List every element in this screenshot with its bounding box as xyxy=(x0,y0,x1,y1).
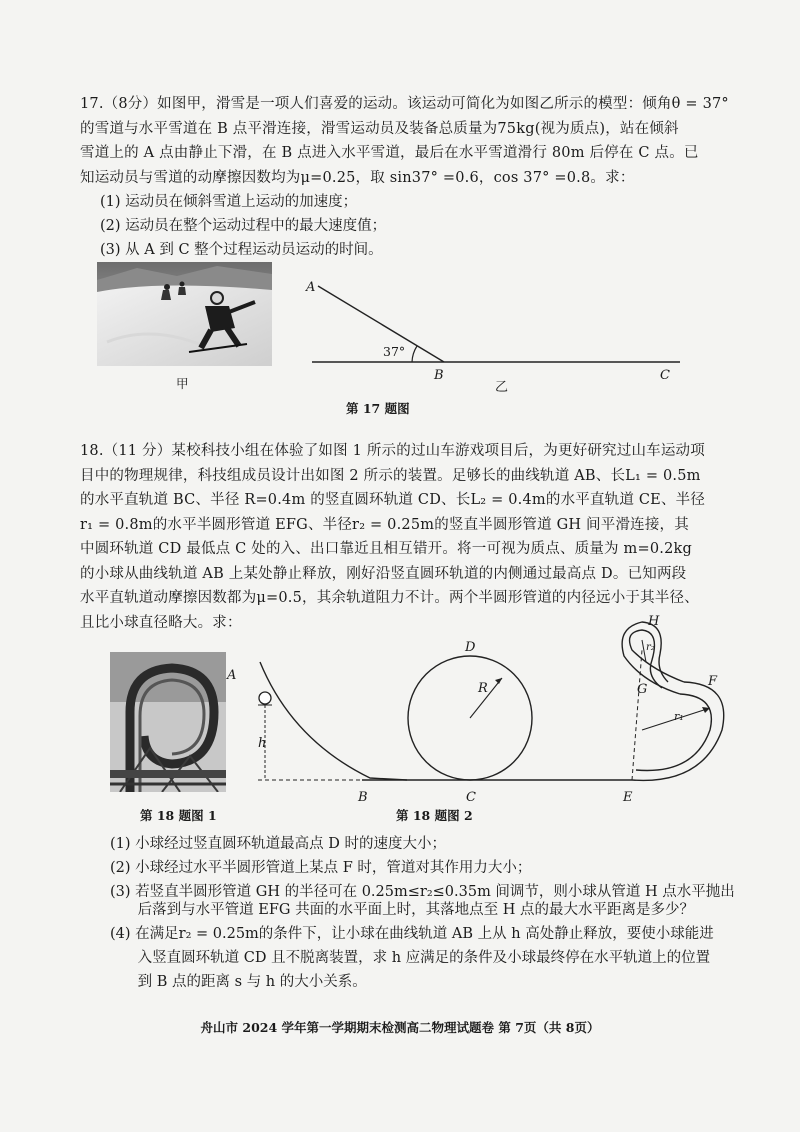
q18-sub-4-line1: (4) 在满足r₂ = 0.25m的条件下，让小球在曲线轨道 AB 上从 h 高处静止释放，要使小球能进 xyxy=(110,926,714,942)
q18-sub-4-line3: 到 B 点的距离 s 与 h 的大小关系。 xyxy=(110,974,367,990)
fig18-point-G: G xyxy=(637,682,648,697)
page-footer: 舟山市 2024 学年第一学期期末检测高二物理试题卷 第 7页（共 8页） xyxy=(200,1020,600,1035)
fig17-point-A: A xyxy=(306,280,316,295)
q18-line: 且比小球直径略大。求： xyxy=(80,614,242,631)
q18-line: 中圆环轨道 CD 最低点 C 处的入、出口靠近且相互错开。将一可视为质点、质量为 m=0.2kg xyxy=(80,541,692,557)
fig18-point-H: H xyxy=(648,614,660,629)
q17-stem xyxy=(80,92,740,190)
q17-line: 的雪道与水平雪道在 B 点平滑连接，滑雪运动员及装备总质量为75kg(视为质点)，站在倾斜 xyxy=(80,120,679,137)
radius-R-arrow xyxy=(495,678,502,684)
fig18-radius-r1: r₁ xyxy=(674,710,684,723)
fig18-caption-2: 第 18 题图 2 xyxy=(396,808,473,823)
q17-sub-2: (2) 运动员在整个运动过程中的最大速度值； xyxy=(100,218,387,234)
q17-line: 知运动员与雪道的动摩擦因数均为μ=0.25，取 sin37° =0.6，cos 37° =0.8。求： xyxy=(80,169,635,186)
q17-sub-3: (3) 从 A 到 C 整个过程运动员运动的时间。 xyxy=(100,242,383,258)
q18-line: 的小球从曲线轨道 AB 上某处静止释放，刚好沿竖直圆环轨道的内侧通过最高点 D。已知两段 xyxy=(80,565,687,582)
incline-track xyxy=(318,286,444,362)
fig18-point-C: C xyxy=(466,790,476,805)
q17-sub-1: (1) 运动员在倾斜雪道上运动的加速度； xyxy=(100,194,358,210)
fig18-height-h: h xyxy=(258,736,267,751)
fig17-diagram xyxy=(300,270,700,390)
fig17-label-jia: 甲 xyxy=(176,376,189,391)
q17-line: 17.（8分）如图甲，滑雪是一项人们喜爱的运动。该运动可简化为如图乙所示的模型：倾角θ = 37° xyxy=(80,96,729,112)
fig18-radius-R: R xyxy=(478,681,488,696)
skier-photo xyxy=(97,262,272,366)
q18-line: 18.（11 分）某校科技小组在体验了如图 1 所示的过山车游戏项目后，为更好研究过山车运动项 xyxy=(80,443,705,459)
angle-arc xyxy=(412,346,417,362)
fig17-point-B: B xyxy=(434,368,444,383)
fig17-label-yi: 乙 xyxy=(495,380,509,395)
fig18-point-F: F xyxy=(708,674,718,689)
ball xyxy=(259,692,271,704)
q18-line: 水平直轨道动摩擦因数都为μ=0.5，其余轨道阻力不计。两个半圆形管道的内径远小于其半径、 xyxy=(80,590,699,606)
q18-line: r₁ = 0.8m的水平半圆形管道 EFG、半径r₂ = 0.25m的竖直半圆形管道 GH 间平滑连接，其 xyxy=(80,516,689,533)
fig18-radius-r2: r₂ xyxy=(646,642,655,653)
fig18-point-B: B xyxy=(358,790,368,805)
dashed-E-G xyxy=(632,650,642,780)
pipe-GH-outer xyxy=(630,630,684,688)
fig17-point-C: C xyxy=(660,368,670,383)
q17-line: 雪道上的 A 点由静止下滑，在 B 点进入水平雪道，最后在水平雪道滑行 80m 后停在 C 点。已 xyxy=(80,145,699,161)
fig17-caption: 第 17 题图 xyxy=(346,401,410,416)
fig18-point-D: D xyxy=(465,640,476,655)
pipe-EFG-inner xyxy=(636,694,711,771)
q18-sub-3-line1: (3) 若竖直半圆形管道 GH 的半径可在 0.25m≤r₂≤0.35m 间调节，则小球从管道 H 点水平抛出 xyxy=(110,884,735,900)
q18-sub-4-line2: 入竖直圆环轨道 CD 且不脱离装置，求 h 应满足的条件及小球最终停在水平轨道上的位置 xyxy=(110,950,711,966)
curve-track-AB xyxy=(260,662,407,780)
q18-sub-2: (2) 小球经过水平半圆形管道上某点 F 时，管道对其作用力大小； xyxy=(110,860,532,876)
q18-sub-1: (1) 小球经过竖直圆环轨道最高点 D 时的速度大小； xyxy=(110,836,446,852)
fig18-point-E: E xyxy=(623,790,633,805)
q18-stem xyxy=(80,439,740,635)
q18-line: 的水平直轨道 BC、半径 R=0.4m 的竖直圆环轨道 CD、长L₂ = 0.4m的水平直轨道 CE、半径 xyxy=(80,492,706,508)
q18-sub-3-line2: 后落到与水平管道 EFG 共面的水平面上时，其落地点至 H 点的最大水平距离是多少？ xyxy=(110,902,694,918)
q18-line: 目中的物理规律，科技组成员设计出如图 2 所示的装置。足够长的曲线轨道 AB、长L₁ = 0.5m xyxy=(80,467,701,484)
fig18-point-A: A xyxy=(227,668,237,683)
roller-coaster-photo xyxy=(110,652,226,792)
fig17-angle: 37° xyxy=(383,344,406,359)
fig18-caption-1: 第 18 题图 1 xyxy=(140,808,217,823)
pipe-GH-inner xyxy=(622,622,680,694)
